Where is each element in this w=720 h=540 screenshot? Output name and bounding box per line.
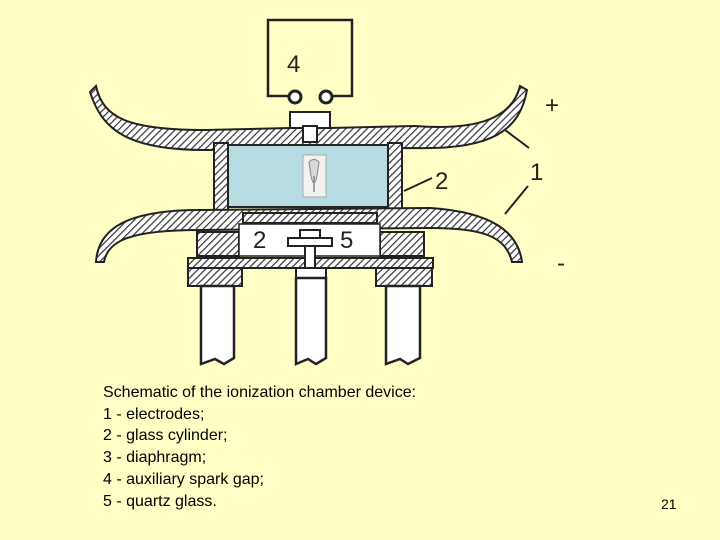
- label-glass-cylinder-left: 2: [253, 227, 267, 254]
- support-leg-center: [296, 268, 326, 364]
- caption-item-diaphragm: 3 - diaphragm;: [103, 449, 207, 467]
- support-leg-right: [376, 268, 432, 364]
- diaphragm-plate: [243, 213, 377, 223]
- page-number: 21: [661, 496, 677, 512]
- caption-item-spark-gap: 4 - auxiliary spark gap;: [103, 470, 264, 488]
- caption-item-quartz-glass: 5 - quartz glass.: [103, 492, 217, 510]
- diagram-caption: [103, 382, 416, 512]
- base-block-right: [380, 232, 424, 256]
- label-quartz-glass: 5: [340, 227, 354, 254]
- quartz-glass-cap: [300, 230, 320, 238]
- glass-cylinder-right-wall: [388, 143, 402, 215]
- glass-cylinder-left-wall: [214, 143, 228, 215]
- support-leg-left: [188, 268, 242, 364]
- specimen-figure: [303, 155, 326, 197]
- label-electrodes: 1: [530, 159, 544, 186]
- caption-item-electrodes: 1 - electrodes;: [103, 405, 205, 423]
- spark-gap-electrodes: [289, 91, 332, 103]
- label-spark-gap: 4: [287, 51, 301, 78]
- spark-gap-stem: [303, 126, 317, 142]
- label-glass-cylinder-right: 2: [435, 168, 449, 195]
- caption-item-glass-cylinder: 2 - glass cylinder;: [103, 427, 228, 445]
- label-negative: -: [557, 250, 565, 277]
- base-block-left: [197, 232, 239, 256]
- caption-title: Schematic of the ionization chamber device:: [103, 384, 417, 401]
- quartz-glass-window: [288, 238, 332, 246]
- spark-gap-wires: [268, 20, 352, 96]
- label-positive: +: [545, 92, 560, 119]
